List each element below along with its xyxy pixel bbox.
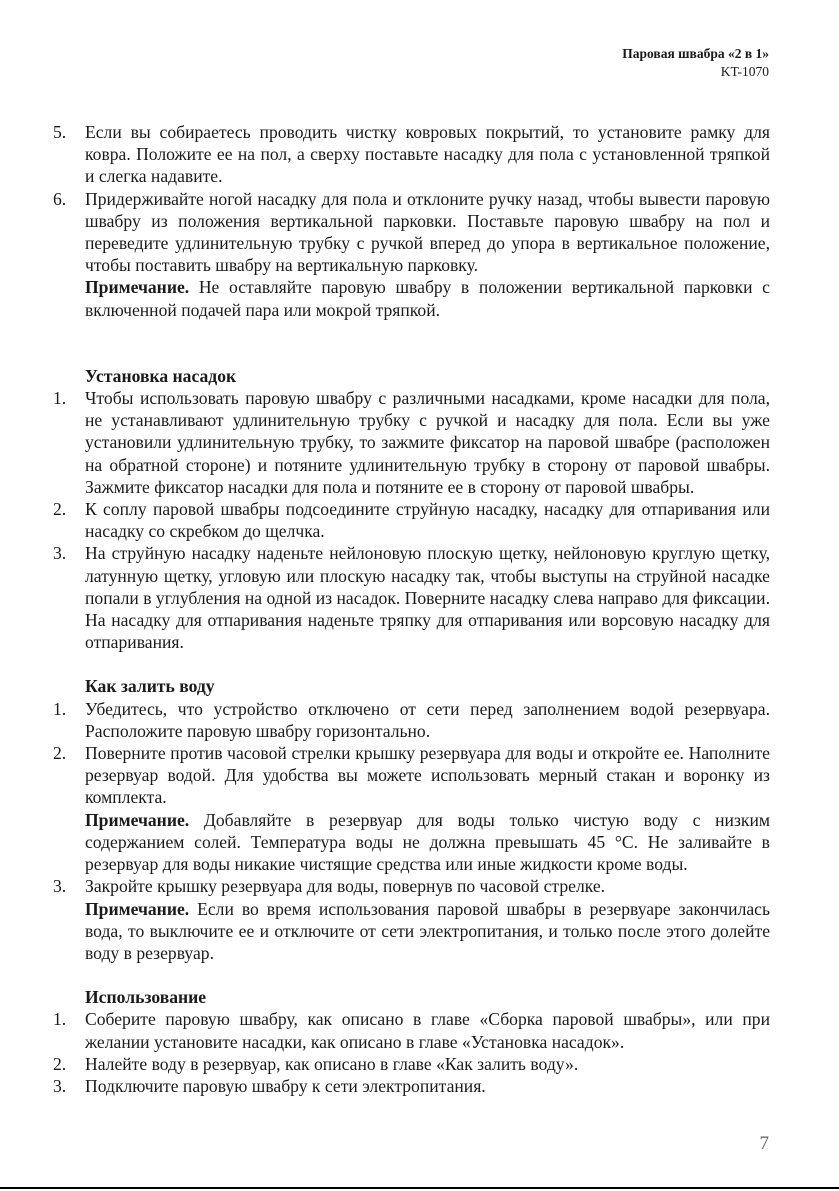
note-label: Примечание. (85, 898, 190, 919)
list-item (53, 542, 770, 653)
list-number: 1. (53, 1009, 67, 1030)
note (53, 276, 770, 320)
page-header (622, 45, 769, 81)
page-number: 7 (759, 1133, 769, 1154)
list-number: 2. (53, 499, 67, 520)
list-item (53, 875, 770, 897)
list-item (53, 188, 770, 277)
note (53, 898, 770, 965)
list-text: Соберите паровую швабру, как описано в главе «Сборка паровой швабры», или при желании установите насадки, как описано в главе «Установка насадок». (85, 1009, 770, 1052)
list-number: 2. (53, 743, 67, 764)
list-text: Поверните против часовой стрелки крышку резервуара для воды и откройте ее. Наполните резервуар водой. Для удобства вы можете использовать мерный стакан и воронку из комплекта. (85, 743, 770, 808)
header-title: Паровая швабра «2 в 1» (622, 46, 769, 61)
header-model: KT-1070 (720, 64, 769, 79)
list-item (53, 698, 770, 742)
section-title-usage: Использование (85, 987, 207, 1008)
list-number: 3. (53, 543, 67, 564)
note (53, 809, 770, 876)
page-content (53, 121, 770, 1097)
bottom-divider (0, 1187, 839, 1189)
note-label: Примечание. (85, 809, 190, 830)
list-text: К соплу паровой швабры подсоедините струйную насадку, насадку для отпаривания или насадку со скребком до щелчка. (85, 499, 770, 542)
list-text: На струйную насадку наденьте нейлоновую плоскую щетку, нейлоновую круглую щетку, латунную щетку, угловую или плоскую насадку так, чтобы выступы на струйной насадке попали в углубления на одной из насадок. Поверните насадку слева направо для фиксации. На насадку для отпаривания наденьте тряпку для отпаривания или ворсовую насадку для отпаривания. (85, 543, 770, 653)
list-text: Чтобы использовать паровую швабру с различными насадками, кроме насадки для пола, не устанавливают удлинительную трубку с ручкой и насадку для пола. Если вы уже установили удлинительную трубку, то зажмите фиксатор на паровой швабре (расположен на обратной стороне) и потяните удлинительную трубку в сторону от паровой швабры. Зажмите фиксатор насадки для пола и потяните ее в сторону от паровой швабры. (85, 388, 770, 497)
section-title-attachments: Установка насадок (85, 365, 237, 386)
list-number: 6. (53, 188, 67, 209)
list-text: Убедитесь, что устройство отключено от сети перед заполнением водой резервуара. Расположите паровую швабру горизонтально. (85, 698, 770, 741)
list-text: Налейте воду в резервуар, как описано в главе «Как залить воду». (85, 1053, 579, 1074)
list-number: 2. (53, 1053, 67, 1074)
list-number: 1. (53, 388, 67, 409)
list-item (53, 742, 770, 809)
list-item (53, 387, 770, 498)
note-text: Если во время использования паровой швабры в резервуаре закончилась вода, то выключите ее и отключите от сети электропитания, и только после этого долейте воду в резервуар. (85, 898, 770, 963)
list-text: Подключите паровую швабру к сети электропитания. (85, 1075, 486, 1096)
list-item (53, 121, 770, 188)
list-item (53, 1075, 770, 1097)
list-number: 3. (53, 876, 67, 897)
list-text: Закройте крышку резервуара для воды, повернув по часовой стрелке. (85, 876, 606, 897)
section-title-water: Как залить воду (85, 676, 215, 697)
list-text: Придерживайте ногой насадку для пола и отклоните ручку назад, чтобы вывести паровую швабру из положения вертикальной парковки. Поставьте паровую швабру на пол и переведите удлинительную трубку с ручкой вперед до упора в вертикальное положение, чтобы поставить швабру на вертикальную парковку. (85, 188, 770, 276)
note-label: Примечание. (85, 277, 190, 298)
list-item (53, 1053, 770, 1075)
list-item (53, 1008, 770, 1052)
list-number: 1. (53, 698, 67, 719)
list-number: 5. (53, 122, 67, 142)
list-text: Если вы собираетесь проводить чистку ковровых покрытий, то установите рамку для ковра. Положите ее на пол, а сверху поставьте насадку для пола с установленной тряпкой и слегка надавите. (85, 122, 770, 187)
note-text: Не оставляйте паровую швабру в положении вертикальной парковки с включенной подачей пара или мокрой тряпкой. (85, 277, 770, 320)
list-number: 3. (53, 1075, 67, 1096)
list-item (53, 498, 770, 542)
note-text: Добавляйте в резервуар для воды только чистую воду с низким содержанием солей. Температура воды не должна превышать 45 °С. Не заливайте в резервуар для воды никакие чистящие средства или иные жидкости кроме воды. (85, 809, 770, 875)
